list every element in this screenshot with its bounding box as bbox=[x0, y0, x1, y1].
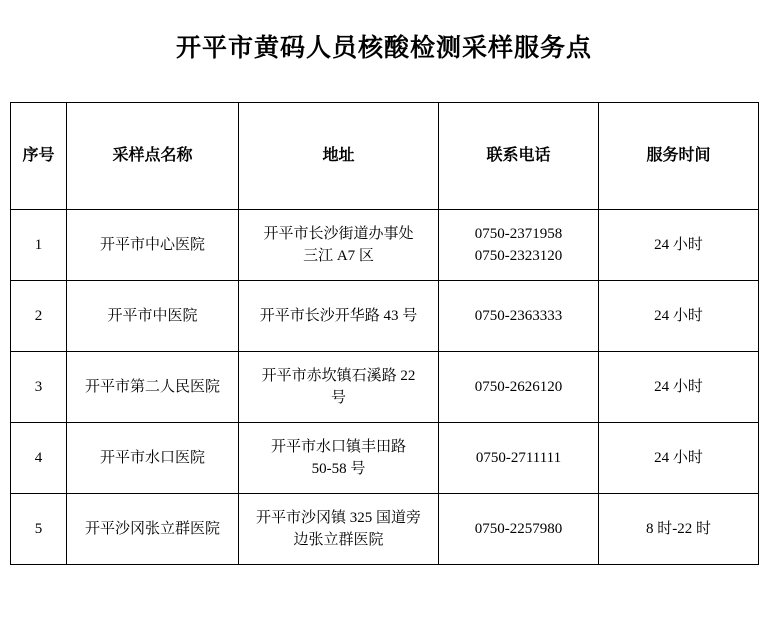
cell-address bbox=[239, 423, 439, 494]
cell-index: 3 bbox=[11, 352, 67, 423]
address-line: 开平市水口镇丰田路 bbox=[270, 438, 406, 455]
cell-index: 5 bbox=[11, 494, 67, 565]
phone-line: 0750-2711111 bbox=[475, 449, 562, 466]
address-line: 开平市沙冈镇 325 国道旁 bbox=[255, 509, 421, 526]
cell-name: 开平市中医院 bbox=[67, 281, 239, 352]
table-row bbox=[11, 210, 759, 281]
table-body bbox=[11, 210, 759, 565]
address-line: 三江 A7 区 bbox=[303, 248, 374, 264]
address-line: 开平市长沙街道办事处 bbox=[263, 225, 414, 242]
page-title: 开平市黄码人员核酸检测采样服务点 bbox=[175, 35, 592, 62]
address-line: 号 bbox=[330, 390, 346, 406]
sampling-points-table bbox=[10, 102, 759, 565]
cell-name: 开平市中心医院 bbox=[67, 210, 239, 281]
phone-line: 0750-2626120 bbox=[474, 378, 563, 395]
address-line: 开平市长沙开华路 43 号 bbox=[259, 307, 418, 324]
column-header-time: 服务时间 bbox=[599, 103, 759, 210]
column-header-index: 序号 bbox=[11, 103, 67, 210]
cell-phone bbox=[439, 352, 599, 423]
address-line: 开平市赤坎镇石溪路 22 bbox=[261, 367, 416, 384]
cell-time: 24 小时 bbox=[599, 210, 759, 281]
cell-name: 开平市水口医院 bbox=[67, 423, 239, 494]
cell-address bbox=[239, 281, 439, 352]
table-row bbox=[11, 352, 759, 423]
cell-phone bbox=[439, 423, 599, 494]
table-header bbox=[11, 103, 759, 210]
cell-phone bbox=[439, 281, 599, 352]
table-row bbox=[11, 423, 759, 494]
phone-line: 0750-2363333 bbox=[474, 307, 563, 324]
phone-line: 0750-2257980 bbox=[474, 520, 563, 537]
table-row bbox=[11, 494, 759, 565]
cell-phone bbox=[439, 210, 599, 281]
column-header-name: 采样点名称 bbox=[67, 103, 239, 210]
table-row bbox=[11, 281, 759, 352]
column-header-phone: 联系电话 bbox=[439, 103, 599, 210]
phone-line: 0750-2371958 bbox=[474, 225, 563, 242]
cell-name: 开平市第二人民医院 bbox=[67, 352, 239, 423]
cell-time: 24 小时 bbox=[599, 423, 759, 494]
cell-index: 1 bbox=[11, 210, 67, 281]
phone-line: 0750-2323120 bbox=[474, 248, 563, 264]
cell-time: 24 小时 bbox=[599, 352, 759, 423]
cell-time: 8 时-22 时 bbox=[599, 494, 759, 565]
cell-index: 4 bbox=[11, 423, 67, 494]
cell-address bbox=[239, 494, 439, 565]
address-line: 边张立群医院 bbox=[293, 532, 384, 548]
cell-time: 24 小时 bbox=[599, 281, 759, 352]
cell-phone bbox=[439, 494, 599, 565]
cell-address bbox=[239, 210, 439, 281]
address-line: 50-58 号 bbox=[311, 461, 366, 477]
column-header-address: 地址 bbox=[239, 103, 439, 210]
cell-name: 开平沙冈张立群医院 bbox=[67, 494, 239, 565]
cell-address bbox=[239, 352, 439, 423]
sampling-points-table-container bbox=[10, 102, 758, 565]
cell-index: 2 bbox=[11, 281, 67, 352]
table-header-row bbox=[11, 103, 759, 210]
